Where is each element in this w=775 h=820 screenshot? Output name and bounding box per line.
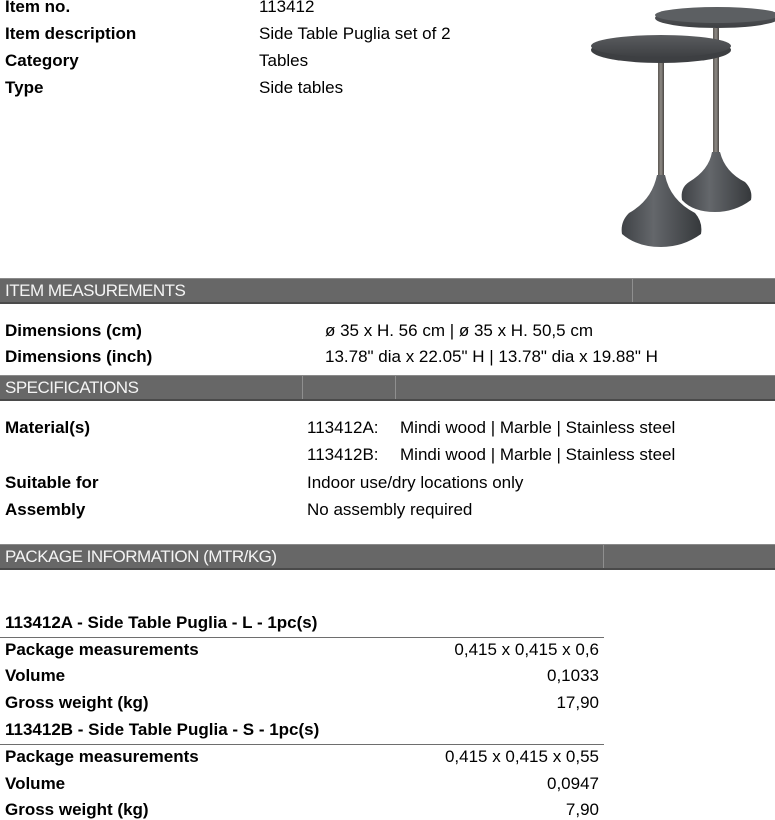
material-code-a: 113412A: <box>307 418 379 437</box>
divider <box>0 744 604 745</box>
item-no-label: Item no. <box>5 0 71 16</box>
dimensions-cm-label: Dimensions (cm) <box>5 321 142 340</box>
package-b-measurements-label: Package measurements <box>5 747 199 766</box>
category-value: Tables <box>259 51 309 70</box>
section-title: SPECIFICATIONS <box>5 378 139 397</box>
category-label: Category <box>5 51 79 70</box>
section-package-information <box>0 544 775 570</box>
package-b-volume-value: 0,0947 <box>547 774 599 793</box>
package-a-measurements-value: 0,415 x 0,415 x 0,6 <box>454 640 599 659</box>
package-b-weight-value: 7,90 <box>565 800 599 819</box>
package-a-measurements-label: Package measurements <box>5 640 199 659</box>
section-title: PACKAGE INFORMATION (MTR/KG) <box>5 547 277 566</box>
item-no-value: 113412 <box>259 0 315 16</box>
section-item-measurements <box>0 278 775 304</box>
suitable-for-value: Indoor use/dry locations only <box>307 473 524 492</box>
type-label: Type <box>5 78 44 97</box>
dimensions-cm-value: ø 35 x H. 56 cm | ø 35 x H. 50,5 cm <box>325 321 593 340</box>
section-specifications <box>0 375 775 401</box>
divider <box>0 637 604 638</box>
material-value-b: Mindi wood | Marble | Stainless steel <box>400 445 676 464</box>
cell-divider <box>603 545 604 568</box>
package-a-weight-label: Gross weight (kg) <box>5 693 149 712</box>
item-description-label: Item description <box>5 24 137 43</box>
package-a-title: 113412A - Side Table Puglia - L - 1pc(s) <box>5 613 318 632</box>
package-b-title: 113412B - Side Table Puglia - S - 1pc(s) <box>5 720 320 739</box>
materials-label: Material(s) <box>5 418 91 437</box>
package-b-volume-label: Volume <box>5 774 66 793</box>
section-title: ITEM MEASUREMENTS <box>5 281 186 300</box>
item-description-value: Side Table Puglia set of 2 <box>259 24 451 43</box>
package-a-weight-value: 17,90 <box>556 693 599 712</box>
cell-divider <box>395 376 396 399</box>
type-value: Side tables <box>259 78 344 97</box>
package-a-volume-label: Volume <box>5 666 66 685</box>
material-code-b: 113412B: <box>307 445 379 464</box>
cell-divider <box>632 279 633 302</box>
dimensions-inch-label: Dimensions (inch) <box>5 347 153 366</box>
product-image <box>585 0 775 255</box>
assembly-label: Assembly <box>5 500 86 519</box>
material-value-a: Mindi wood | Marble | Stainless steel <box>400 418 676 437</box>
dimensions-inch-value: 13.78" dia x 22.05" H | 13.78" dia x 19.88" H <box>325 347 658 366</box>
package-b-weight-label: Gross weight (kg) <box>5 800 149 819</box>
cell-divider <box>302 376 303 399</box>
assembly-value: No assembly required <box>307 500 473 519</box>
package-b-measurements-value: 0,415 x 0,415 x 0,55 <box>444 747 599 766</box>
package-a-volume-value: 0,1033 <box>547 666 599 685</box>
suitable-for-label: Suitable for <box>5 473 99 492</box>
